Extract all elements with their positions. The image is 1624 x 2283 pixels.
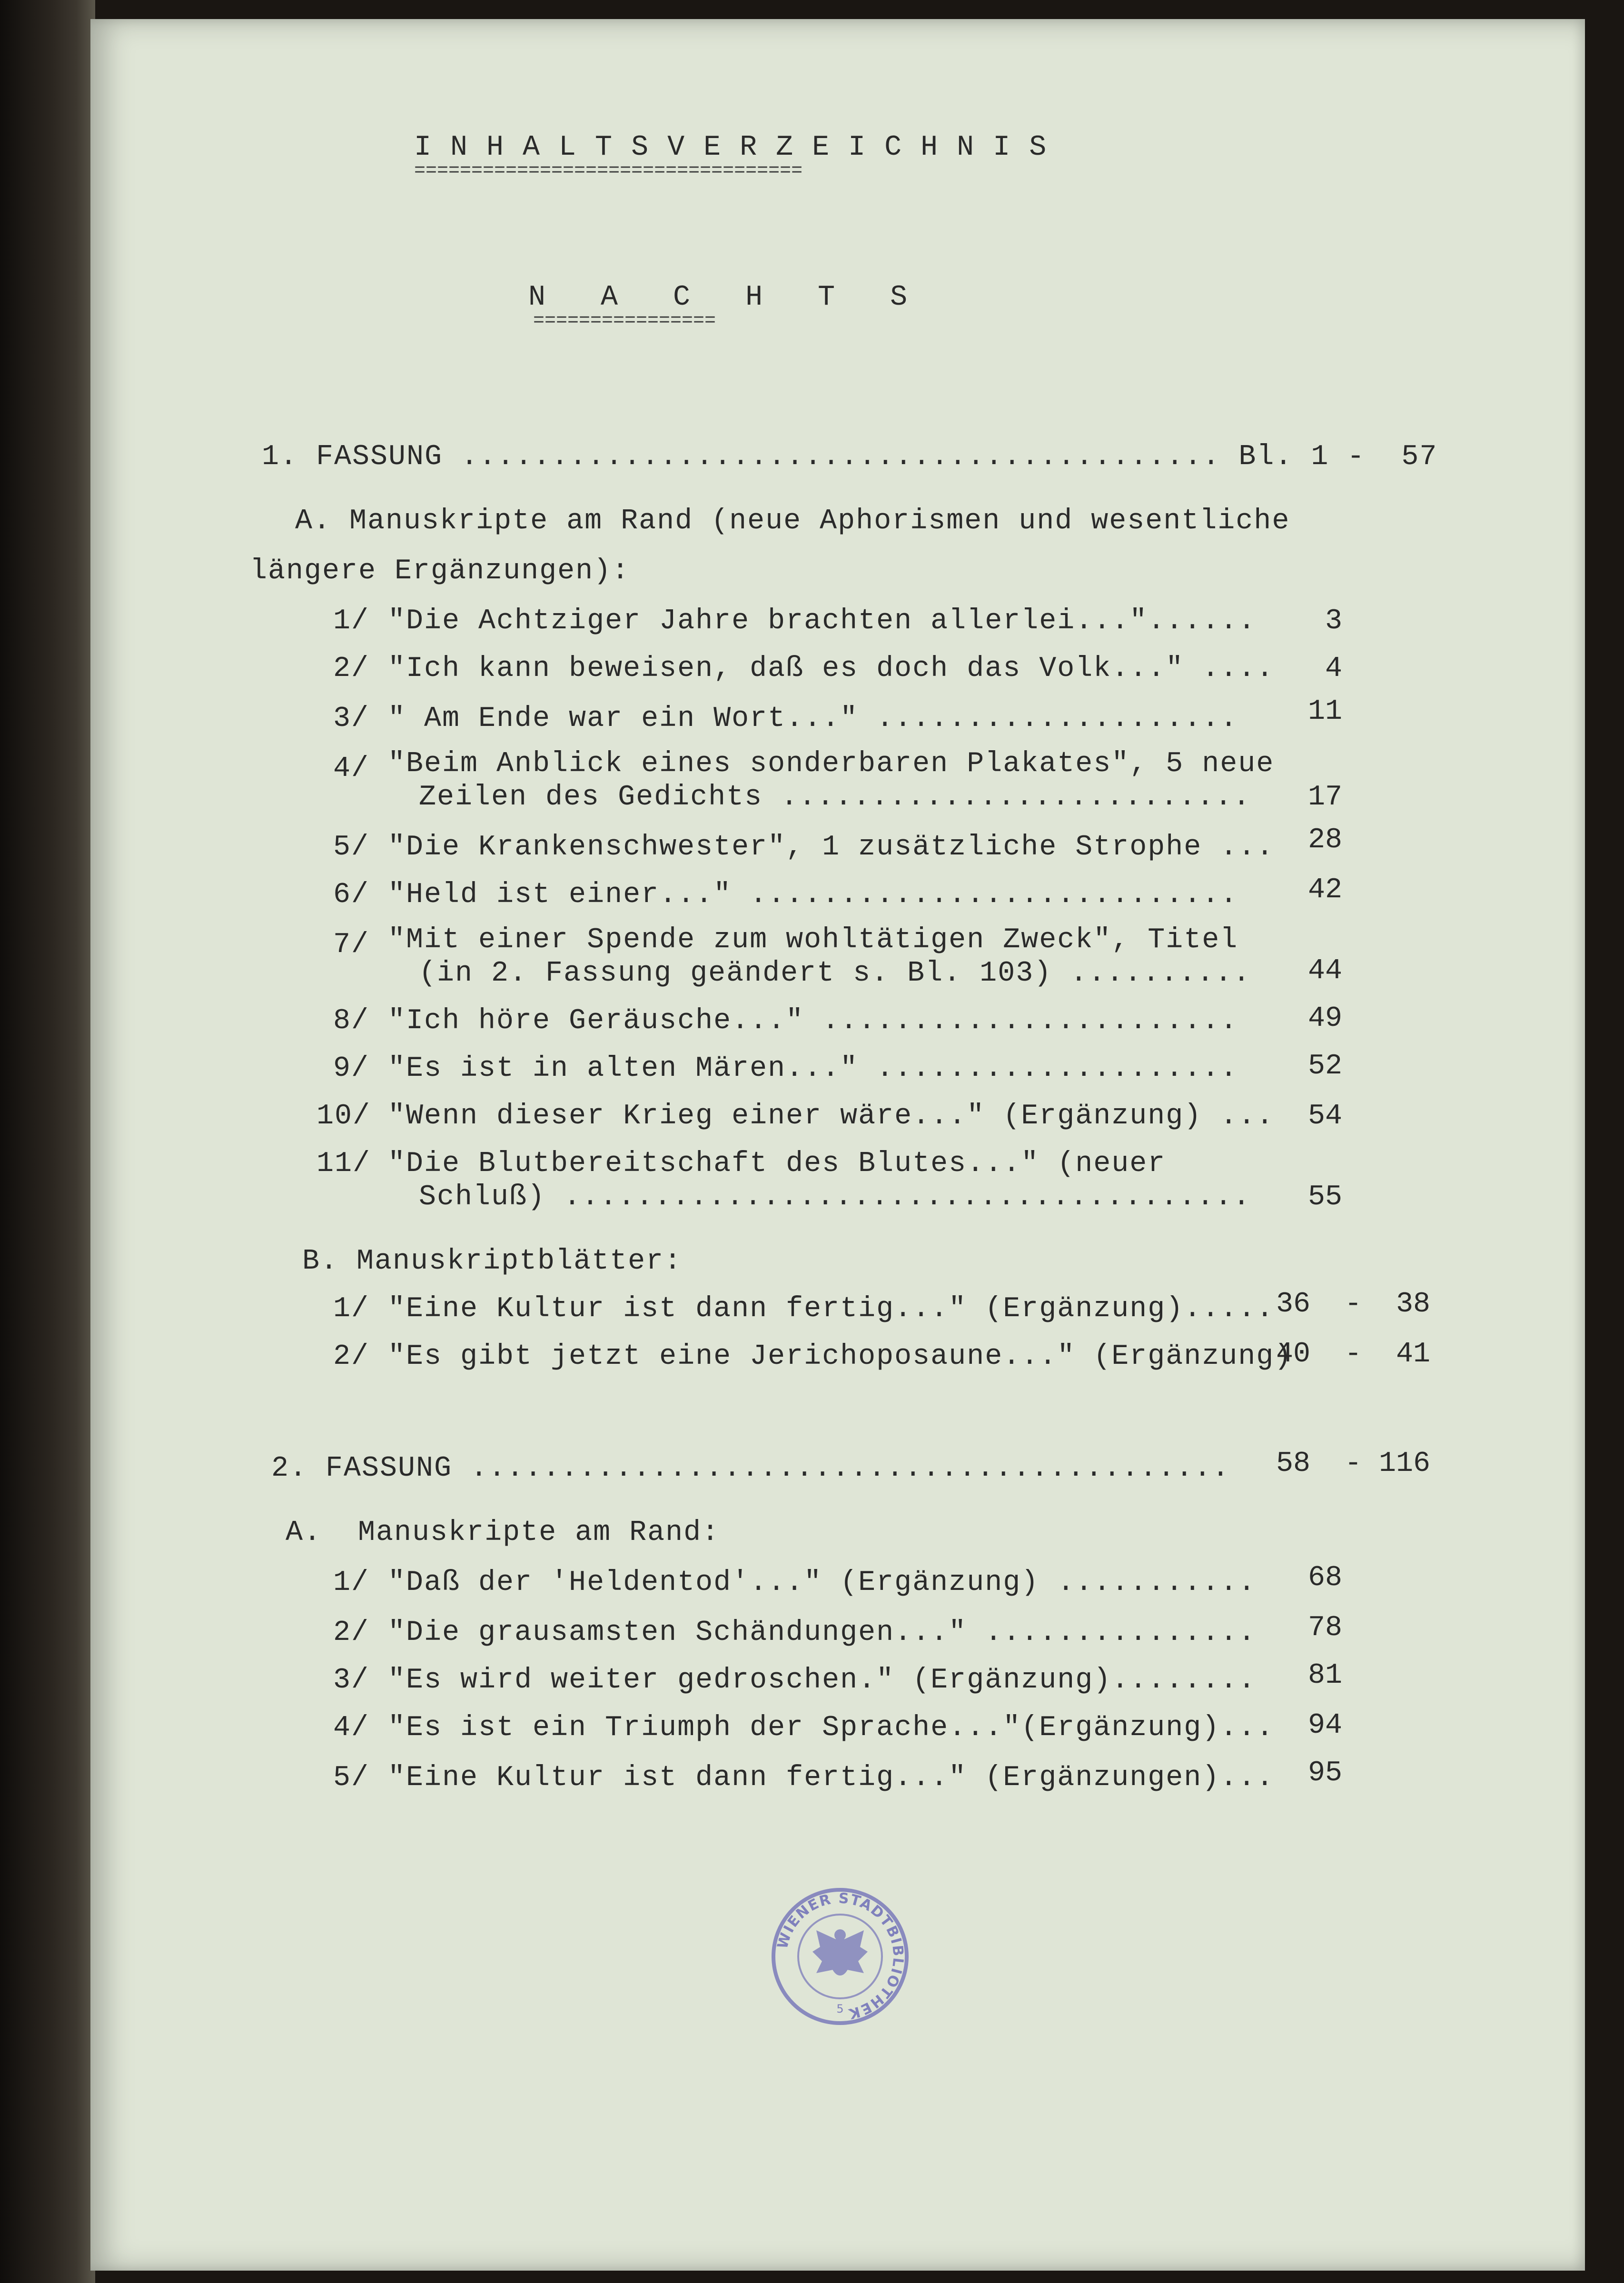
entry-title: "Eine Kultur ist dann fertig..." (Ergänzungen)... [388,1762,1275,1794]
document-title: I N H A L T S V E R Z E I C H N I S [414,131,1048,164]
entry-page: 95 [1307,1757,1342,1789]
entry-title: "Eine Kultur ist dann fertig..." (Ergänzung)..... [388,1293,1275,1325]
entry-page: 94 [1307,1709,1342,1742]
entry-number: 7/ [333,929,370,961]
entry-title: "Daß der 'Heldentod'..." (Ergänzung) ........... [388,1567,1257,1599]
entry-number: 6/ [333,879,370,911]
entry-page: 68 [1307,1562,1342,1594]
entry-page: 81 [1307,1659,1342,1692]
section1-heading: 1. FASSUNG .......................................... Bl. 1 - 57 [262,441,1438,473]
entry-number: 2/ [333,1340,370,1373]
library-stamp [769,1885,911,2028]
entry-title: "Die grausamsten Schändungen..." ............... [388,1617,1257,1649]
document-subtitle: N A C H T S [528,281,909,314]
entry-page: 55 [1307,1181,1342,1213]
entry-number: 1/ [333,605,370,637]
entry-title: "Die Krankenschwester", 1 zusätzliche Strophe ... [388,831,1275,864]
entry-title: "Mit einer Spende zum wohltätigen Zweck", Titel [388,924,1238,956]
entry-page: 44 [1307,955,1342,987]
document-page [90,19,1585,2271]
entry-number: 4/ [333,753,370,785]
section2-page-range: 58 - 116 [1276,1448,1430,1480]
entry-title: "Ich kann beweisen, daß es doch das Volk..." .... [388,653,1275,685]
entry-page: 4 [1325,653,1342,685]
entry-page-range: 36 - 38 [1276,1288,1430,1320]
entry-number: 5/ [333,1762,370,1794]
entry-page: 28 [1307,824,1342,856]
entry-page: 78 [1307,1612,1342,1644]
entry-title: " Am Ende war ein Wort..." .................... [388,703,1238,735]
entry-page: 11 [1307,695,1342,728]
title-double-rule: ================================== [414,160,803,182]
entry-title-cont: Schluß) ...................................... [419,1181,1251,1213]
entry-title-cont: (in 2. Fassung geändert s. Bl. 103) .......... [419,957,1251,990]
subtitle-double-rule: ================ [533,310,716,332]
entry-page: 17 [1307,781,1342,814]
section2-heading: 2. FASSUNG .......................................... [271,1452,1230,1485]
entry-page: 49 [1307,1003,1342,1035]
svg-text:WIENER STADTBIBLIOTHEK: WIENER STADTBIBLIOTHEK [774,1890,907,2022]
svg-text:5: 5 [836,2002,844,2015]
entry-title: "Die Blutbereitschaft des Blutes..." (neuer [388,1148,1166,1180]
entry-title-cont: Zeilen des Gedichts .......................... [419,781,1251,814]
entry-page: 42 [1307,874,1342,906]
entry-number: 5/ [333,831,370,864]
entry-number: 8/ [333,1005,370,1037]
entry-page-range: 40 - 41 [1276,1338,1430,1370]
entry-title: "Held ist einer..." ........................... [388,879,1238,911]
entry-page: 54 [1307,1100,1342,1132]
section1-partA-heading-cont: längere Ergänzungen): [250,555,630,587]
entry-page: 52 [1307,1050,1342,1082]
entry-number: 3/ [333,703,370,735]
entry-number: 9/ [333,1052,370,1085]
eagle-emblem-icon [812,1929,868,1975]
book-spine [0,0,95,2283]
entry-number: 2/ [333,1617,370,1649]
entry-number: 1/ [333,1567,370,1599]
section2-partA-heading: A. Manuskripte am Rand: [286,1517,720,1549]
entry-number: 1/ [333,1293,370,1325]
entry-title: "Es ist in alten Mären..." .................... [388,1052,1238,1085]
entry-title: "Es ist ein Triumph der Sprache..."(Ergänzung)... [388,1712,1275,1744]
section1-partA-heading: A. Manuskripte am Rand (neue Aphorismen und wesentliche [295,505,1290,537]
entry-title: "Es wird weiter gedroschen." (Ergänzung)........ [388,1664,1257,1697]
entry-page: 3 [1325,605,1342,637]
entry-title: "Beim Anblick eines sonderbaren Plakates", 5 neue [388,748,1275,780]
section1-partB-heading: B. Manuskriptblätter: [302,1245,683,1278]
entry-title: "Die Achtziger Jahre brachten allerlei..."...... [388,605,1257,637]
entry-number: 2/ [333,653,370,685]
entry-number: 4/ [333,1712,370,1744]
entry-title: "Ich höre Geräusche..." ....................... [388,1005,1238,1037]
entry-number: 11/ [317,1148,371,1180]
entry-number: 10/ [317,1100,371,1132]
entry-title: "Es gibt jetzt eine Jerichoposaune..." (Ergänzung) [388,1340,1293,1373]
entry-number: 3/ [333,1664,370,1697]
entry-title: "Wenn dieser Krieg einer wäre..." (Ergänzung) ... [388,1100,1275,1132]
